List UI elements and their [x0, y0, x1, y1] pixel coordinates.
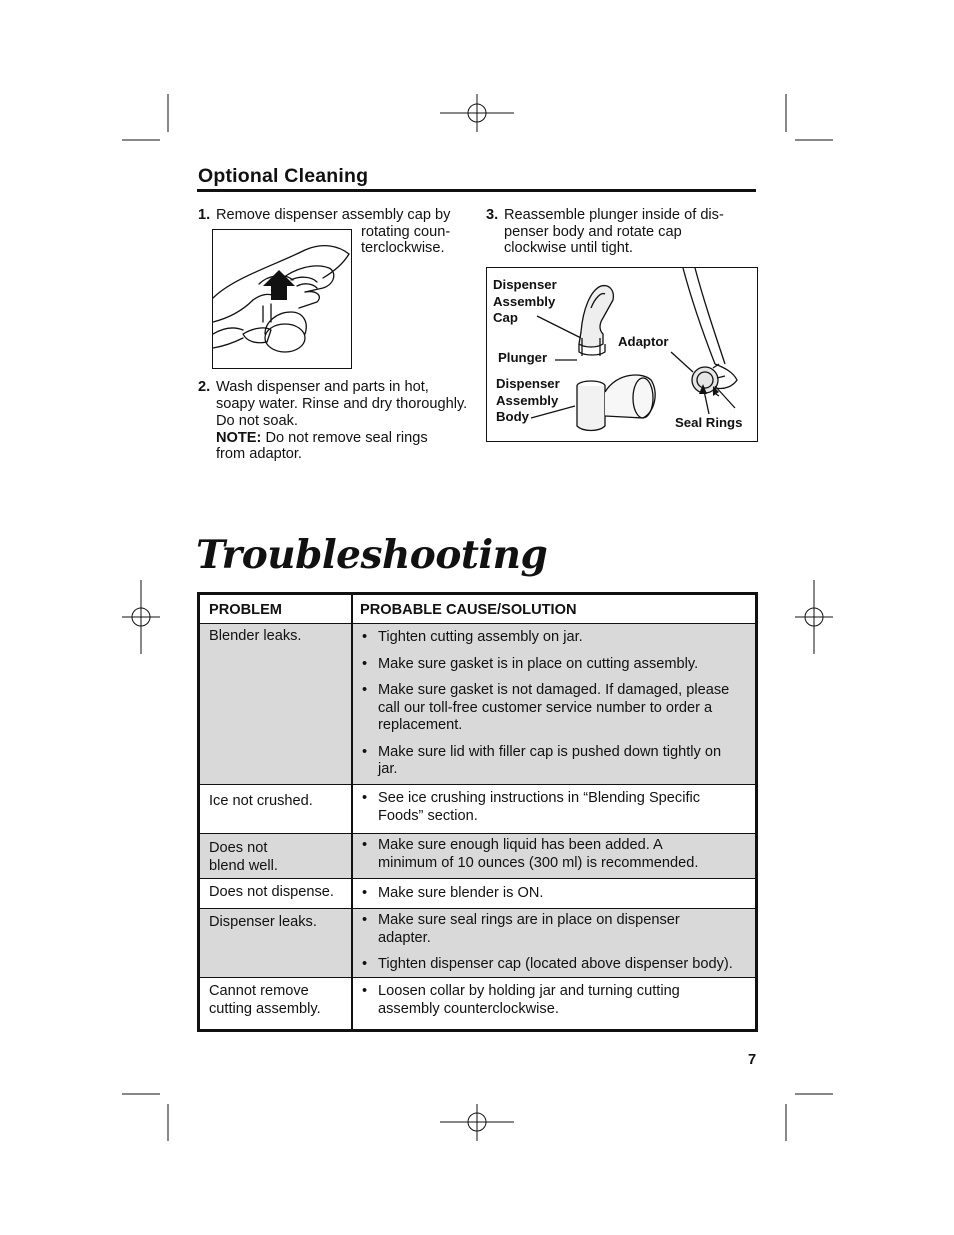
problem-text: Ice not crushed.: [209, 793, 313, 809]
registration-mark-left: [122, 580, 160, 654]
registration-mark-bottom: [440, 1104, 514, 1141]
note-label: NOTE:: [216, 430, 262, 446]
problem-text: Cannot remove: [209, 983, 309, 999]
label-seal-rings: Seal Rings: [675, 415, 743, 430]
solution-cell: [361, 912, 753, 983]
solution-item: [361, 656, 753, 674]
table-header-row: [200, 595, 755, 624]
problem-cell: [209, 840, 347, 875]
cap-removal-illustration: [212, 229, 352, 369]
step-number: 3.: [486, 207, 499, 223]
table-row: [200, 834, 755, 879]
solution-item: [361, 837, 753, 872]
label-line: Assembly: [496, 392, 559, 408]
registration-mark-right: [795, 580, 833, 654]
section-divider: [197, 189, 756, 192]
table-row: [200, 978, 755, 1029]
solution-item: [361, 885, 753, 903]
solution-item: [361, 682, 753, 735]
label-line: Dispenser: [493, 277, 557, 292]
solution-line: jar.: [378, 761, 398, 777]
solution-line: • Make sure lid with filler cap is pushed down tightly on: [378, 743, 722, 760]
solution-line: minimum of 10 ounces (300 ml) is recommended.: [378, 854, 699, 871]
label-line: Assembly: [493, 293, 556, 309]
step-text-line: rotating coun-: [361, 224, 451, 240]
column-header-solution: PROBABLE CAUSE/SOLUTION: [360, 602, 577, 618]
solution-line: • Make sure gasket is in place on cutting assembly.: [378, 655, 699, 672]
step-text-line: from adaptor.: [216, 446, 302, 462]
problem-cell: [209, 793, 347, 811]
solution-line: • Make sure gasket is not damaged. If damaged, please: [378, 682, 730, 698]
solution-line: • Tighten cutting assembly on jar.: [378, 629, 583, 645]
table-row: [200, 909, 755, 978]
solution-line: assembly counterclockwise.: [378, 1000, 559, 1017]
label-line: Dispenser: [496, 376, 560, 391]
table-column-divider: [351, 595, 353, 1029]
table-row: [200, 879, 755, 909]
problem-text: cutting assembly.: [209, 1000, 321, 1017]
solution-cell: [361, 837, 753, 881]
note-text: Do not remove seal rings: [261, 430, 428, 446]
solution-line: adapter.: [378, 929, 431, 946]
problem-text: Dispenser leaks.: [209, 914, 317, 930]
problem-cell: [209, 983, 347, 1018]
troubleshooting-table: [197, 592, 758, 1032]
solution-line: • Make sure seal rings are in place on dispenser: [378, 912, 680, 928]
problem-text: Blender leaks.: [209, 628, 302, 644]
problem-cell: [209, 914, 347, 932]
hand-twisting-cap-icon: [213, 230, 350, 367]
step-number: 2.: [198, 379, 211, 395]
solution-item: [361, 956, 753, 974]
label-plunger: Plunger: [498, 350, 548, 365]
step-text-line: Do not soak.: [216, 413, 298, 429]
table-row: [200, 624, 755, 785]
solution-cell: [361, 790, 753, 834]
step-text-line: Reassemble plunger inside of dis-: [504, 207, 724, 223]
problem-cell: [209, 628, 347, 646]
solution-line: • Make sure blender is ON.: [378, 885, 544, 901]
step-text-line: Remove dispenser assembly cap by: [216, 207, 451, 223]
solution-line: • Tighten dispenser cap (located above dispenser body).: [378, 956, 733, 972]
label-line: Cap: [493, 310, 518, 325]
problem-cell: [209, 884, 354, 902]
step-text-line: Wash dispenser and parts in hot,: [216, 379, 429, 395]
page-title-troubleshooting: Troubleshooting: [196, 532, 548, 578]
label-dispenser-assembly-body: [496, 376, 560, 426]
step-text-line: clockwise until tight.: [504, 240, 633, 256]
solution-item: [361, 629, 753, 647]
step-text-line: soapy water. Rinse and dry thoroughly.: [216, 396, 468, 412]
solution-item: [361, 912, 753, 947]
note-line: [216, 430, 428, 447]
solution-item: [361, 983, 753, 1018]
table-row: [200, 785, 755, 834]
step-text-line: penser body and rotate cap: [504, 224, 682, 240]
problem-text: Does not dispense.: [209, 884, 334, 900]
label-dispenser-assembly-cap: [493, 277, 557, 327]
solution-cell: [361, 885, 753, 912]
problem-text: Does not: [209, 840, 268, 856]
solution-cell: [361, 983, 753, 1027]
solution-line: replacement.: [378, 717, 463, 733]
solution-item: [361, 790, 753, 825]
solution-line: • Loosen collar by holding jar and turning cutting: [378, 983, 680, 999]
cleaning-step-3: [486, 207, 756, 262]
section-title-optional-cleaning: Optional Cleaning: [198, 165, 369, 187]
solution-item: [361, 744, 753, 779]
solution-line: • Make sure enough liquid has been added. A: [378, 837, 663, 853]
column-header-problem: PROBLEM: [209, 602, 282, 618]
solution-cell: [361, 629, 753, 788]
cleaning-step-2: [198, 379, 478, 469]
step-number: 1.: [198, 207, 211, 223]
solution-line: call our toll-free customer service number to order a: [378, 699, 713, 716]
label-adaptor: Adaptor: [618, 334, 669, 349]
solution-line: • See ice crushing instructions in “Blending Specific: [378, 790, 701, 806]
page-number: 7: [748, 1052, 757, 1068]
registration-mark-top: [440, 94, 514, 132]
dispenser-assembly-diagram: [486, 267, 758, 442]
step-text-line: terclockwise.: [361, 240, 445, 256]
solution-line: Foods” section.: [378, 807, 478, 824]
label-line: Body: [496, 409, 529, 424]
problem-text: blend well.: [209, 857, 278, 874]
